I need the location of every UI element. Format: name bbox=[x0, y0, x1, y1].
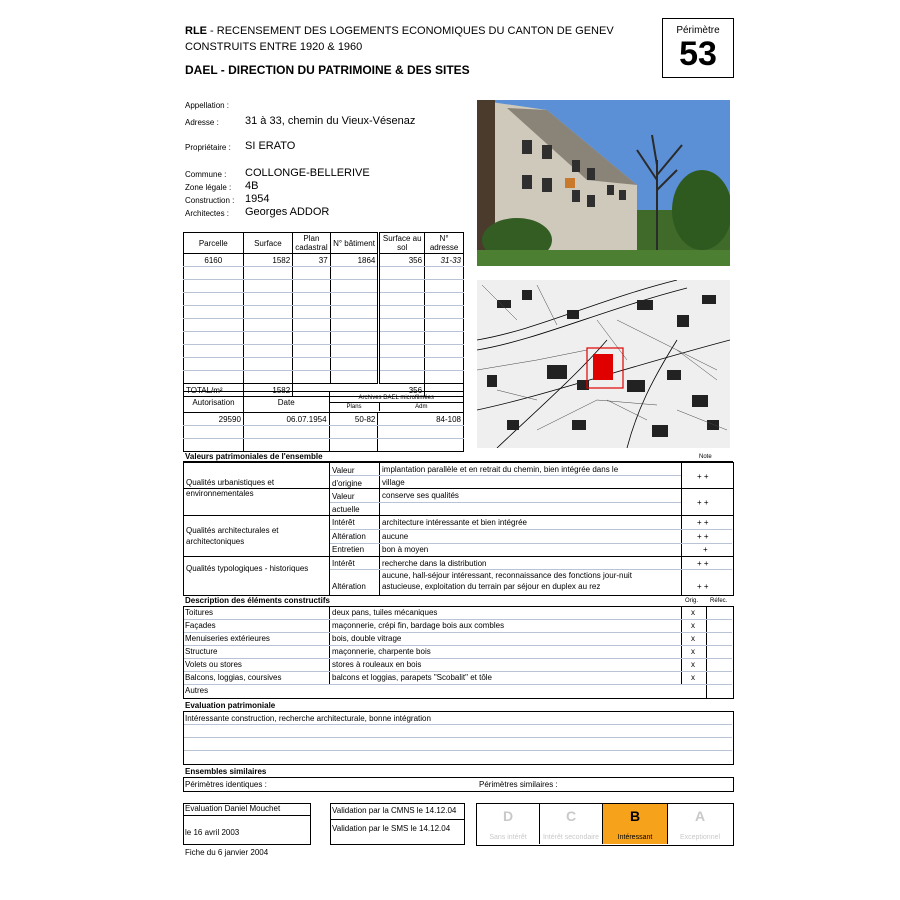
cell-batiment: 1864 bbox=[330, 254, 379, 267]
validation-sms: Validation par le SMS le 14.12.04 bbox=[332, 824, 451, 833]
total-surface: 1582 bbox=[243, 384, 293, 397]
adresse-value: 31 à 33, chemin du Vieux-Vésenaz bbox=[245, 115, 416, 127]
typo-row-1-note: + + bbox=[697, 582, 709, 591]
arch-label: Qualités architecturales et architectoniques bbox=[186, 526, 279, 546]
element-volets-value: stores à rouleaux en bois bbox=[332, 660, 422, 669]
header-line1 bbox=[185, 25, 614, 37]
urb-label: Qualités urbanistiques et environnementales bbox=[186, 478, 275, 498]
plans-label: Plans bbox=[330, 403, 380, 411]
arch-row-1-value: aucune bbox=[382, 532, 409, 541]
col-autorisation: Autorisation bbox=[184, 392, 244, 413]
element-toitures-value: deux pans, tuiles mécaniques bbox=[332, 608, 438, 617]
typo-row-0-key: Intérêt bbox=[332, 559, 355, 568]
appellation-label: Appellation : bbox=[185, 101, 230, 110]
arch-row-1-note: + + bbox=[697, 532, 709, 541]
col-batiment: N° bâtiment bbox=[330, 233, 379, 254]
element-menuiseries-label: Menuiseries extérieures bbox=[185, 634, 270, 643]
perimetre-box bbox=[662, 18, 734, 78]
element-volets-label: Volets ou stores bbox=[185, 660, 242, 669]
urb-row-0-key: Valeur d'origine bbox=[332, 466, 362, 488]
col-plan: Plan cadastral bbox=[293, 233, 330, 254]
element-facades-value: maçonnerie, crépi fin, bardage bois aux combles bbox=[332, 621, 505, 630]
element-menuiseries-value: bois, double vitrage bbox=[332, 634, 402, 643]
typo-row-1-v2: astucieuse, exploitation du terrain par séjour en duplex au rez bbox=[382, 582, 601, 591]
rating-b-letter: B bbox=[629, 808, 641, 824]
evaluation-title: Evaluation patrimoniale bbox=[185, 701, 276, 710]
table-row bbox=[184, 413, 464, 426]
cell-date: 06.07.1954 bbox=[243, 413, 329, 426]
rating-d bbox=[477, 804, 540, 844]
construction-label: Construction : bbox=[185, 196, 235, 205]
ensembles-title: Ensembles similaires bbox=[185, 767, 267, 776]
orig-label: Orig. bbox=[685, 598, 699, 604]
identiques-label: Périmètres identiques : bbox=[185, 780, 267, 789]
arch-row-0-note: + + bbox=[697, 518, 709, 527]
header-line3: DAEL - DIRECTION DU PATRIMOINE & DES SITES bbox=[185, 63, 470, 77]
element-autres-label: Autres bbox=[185, 686, 209, 695]
building-photo bbox=[477, 100, 730, 266]
rating-b-active bbox=[603, 804, 668, 844]
commune-value: COLLONGE-BELLERIVE bbox=[245, 167, 370, 179]
cell-plans: 50-82 bbox=[329, 413, 378, 426]
perimetre-number: 53 bbox=[679, 35, 717, 73]
urb-row-1-key: Valeur actuelle bbox=[332, 492, 360, 514]
urb-row-0-v1: implantation parallèle et en retrait du chemin, bien intégrée dans le bbox=[382, 465, 619, 474]
adm-label: Adm bbox=[415, 403, 428, 410]
arch-row-0-value: architecture intéressante et bien intégrée bbox=[382, 518, 527, 527]
perimetre-label: Périmètre bbox=[676, 25, 720, 36]
rating-a-label: Exceptionnel bbox=[679, 834, 721, 841]
urb-row-0-note: + + bbox=[697, 472, 709, 481]
rating-c-label: Intérêt secondaire bbox=[542, 834, 600, 841]
archives-label: Archives DAEL microfilmées bbox=[358, 394, 435, 401]
col-adresse: N° adresse bbox=[425, 233, 464, 254]
elements-title: Description des éléments constructifs bbox=[185, 596, 330, 605]
zone-label: Zone légale : bbox=[185, 183, 232, 192]
archives-header bbox=[329, 392, 463, 413]
proprietaire-value: SI ERATO bbox=[245, 140, 296, 152]
element-structure-label: Structure bbox=[185, 647, 218, 656]
arch-row-2-note: + bbox=[703, 545, 708, 554]
rating-d-letter: D bbox=[502, 808, 514, 824]
element-structure-value: maçonnerie, charpente bois bbox=[332, 647, 431, 656]
cadastral-map bbox=[477, 280, 730, 448]
proprietaire-label: Propriétaire : bbox=[185, 143, 231, 152]
commune-label: Commune : bbox=[185, 170, 227, 179]
element-toitures-orig: x bbox=[691, 608, 695, 617]
urb-row-1-note: + + bbox=[697, 498, 709, 507]
element-toitures-label: Toitures bbox=[185, 608, 214, 617]
col-date: Date bbox=[243, 392, 329, 413]
architectes-value: Georges ADDOR bbox=[245, 206, 330, 218]
table-row bbox=[184, 254, 464, 267]
auth-table bbox=[183, 391, 464, 452]
total-sol: 356 bbox=[379, 384, 425, 397]
element-balcons-value: balcons et loggias, parapets "Scobalit" et tôle bbox=[332, 673, 492, 682]
typo-row-0-value: recherche dans la distribution bbox=[382, 559, 487, 568]
arch-row-0-key: Intérêt bbox=[332, 518, 355, 527]
arch-row-2-value: bon à moyen bbox=[382, 545, 429, 554]
parcel-table bbox=[183, 232, 464, 397]
element-volets-orig: x bbox=[691, 660, 695, 669]
zone-value: 4B bbox=[245, 180, 259, 192]
col-parcelle: Parcelle bbox=[184, 233, 244, 254]
note-label: Note bbox=[699, 454, 712, 460]
cell-surface: 1582 bbox=[243, 254, 293, 267]
cell-parcelle: 6160 bbox=[184, 254, 244, 267]
refec-label: Réfec. bbox=[710, 598, 728, 604]
col-surface: Surface bbox=[243, 233, 293, 254]
rating-a-letter: A bbox=[694, 808, 706, 824]
col-sol: Surface au sol bbox=[379, 233, 425, 254]
element-facades-orig: x bbox=[691, 621, 695, 630]
element-structure-orig: x bbox=[691, 647, 695, 656]
rating-a bbox=[668, 804, 732, 844]
typo-row-1-v1: aucune, hall-séjour intéressant, reconnaissance des fonctions jour-nuit bbox=[382, 571, 632, 580]
header-rle: RLE bbox=[185, 25, 207, 37]
validation-cmns: Validation par la CMNS le 14.12.04 bbox=[332, 806, 457, 815]
urb-row-0-v2: village bbox=[382, 478, 405, 487]
rating-c bbox=[540, 804, 603, 844]
total-label: TOTAL/m² bbox=[184, 384, 244, 397]
element-facades-label: Façades bbox=[185, 621, 216, 630]
typo-row-1-key: Altération bbox=[332, 582, 366, 591]
element-balcons-label: Balcons, loggias, coursives bbox=[185, 673, 282, 682]
similaires-label: Périmètres similaires : bbox=[479, 780, 558, 789]
evaluation-text: Intéressante construction, recherche architecturale, bonne intégration bbox=[185, 714, 431, 723]
evaluator-name: Evaluation Daniel Mouchet bbox=[185, 804, 281, 813]
cell-plan: 37 bbox=[293, 254, 330, 267]
rating-b-label: Intéressant bbox=[617, 834, 653, 841]
fiche-date: Fiche du 6 janvier 2004 bbox=[185, 848, 269, 857]
typo-row-0-note: + + bbox=[697, 559, 709, 568]
cell-sol: 356 bbox=[379, 254, 425, 267]
header-line2: CONSTRUITS ENTRE 1920 & 1960 bbox=[185, 41, 363, 53]
cell-adm: 84-108 bbox=[378, 413, 464, 426]
valeurs-title: Valeurs patrimoniales de l'ensemble bbox=[185, 452, 323, 461]
rating-c-letter: C bbox=[565, 808, 577, 824]
element-menuiseries-orig: x bbox=[691, 634, 695, 643]
construction-value: 1954 bbox=[245, 193, 270, 205]
architectes-label: Architectes : bbox=[185, 209, 230, 218]
element-balcons-orig: x bbox=[691, 673, 695, 682]
arch-row-1-key: Altération bbox=[332, 532, 366, 541]
evaluation-date: le 16 avril 2003 bbox=[185, 828, 240, 837]
cell-autorisation: 29590 bbox=[184, 413, 244, 426]
rating-d-label: Sans intérêt bbox=[489, 834, 527, 841]
arch-row-2-key: Entretien bbox=[332, 545, 365, 554]
cell-adresse: 31-33 bbox=[425, 254, 464, 267]
header-title: - RECENSEMENT DES LOGEMENTS ECONOMIQUES DU CANTON DE GENEV bbox=[207, 25, 614, 37]
urb-row-1-v1: conserve ses qualités bbox=[382, 491, 459, 500]
typo-label: Qualités typologiques - historiques bbox=[186, 564, 309, 573]
adresse-label: Adresse : bbox=[185, 118, 219, 127]
